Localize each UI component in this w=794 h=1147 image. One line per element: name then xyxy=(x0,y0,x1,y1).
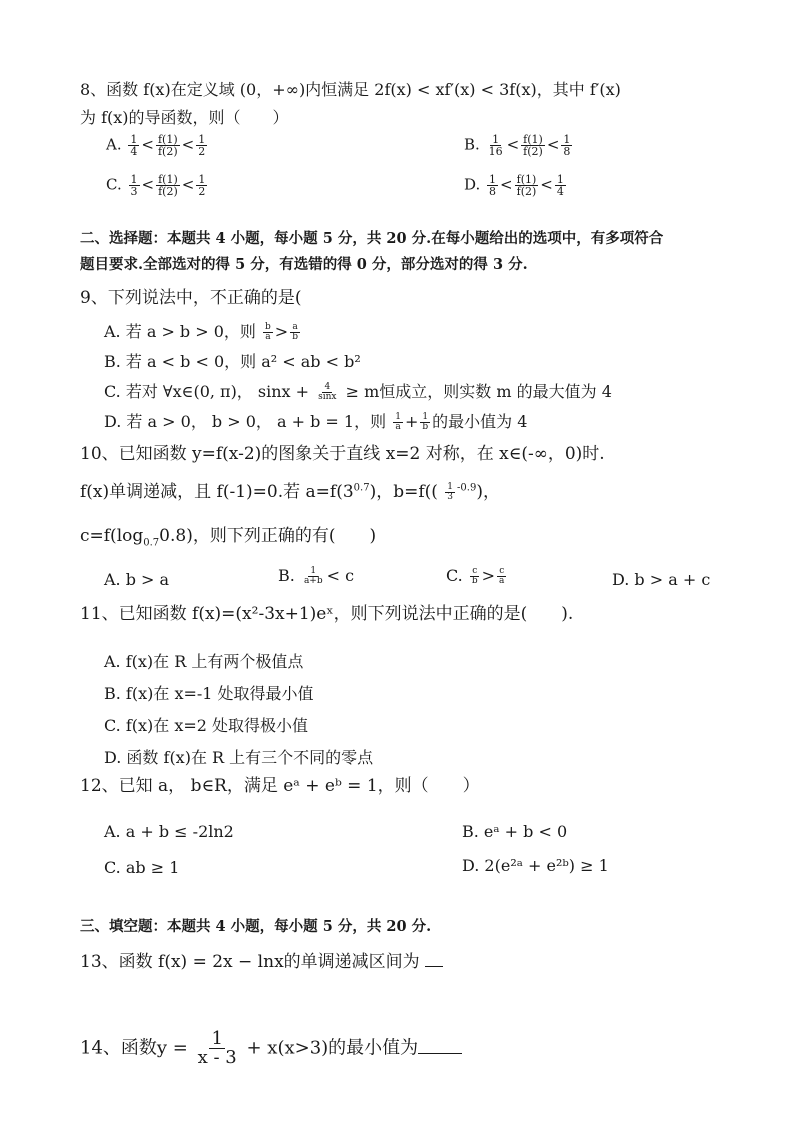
fraction: $\frac{c}{b}$ xyxy=(471,566,478,586)
fraction: $\frac{a}{b}$ xyxy=(292,322,298,342)
section2-heading-line2: 题目要求.全部选对的得 5 分，有选错的得 0 分，部分选对的得 3 分. xyxy=(80,256,528,273)
fraction: $\frac{1}{b}$ xyxy=(422,412,429,432)
q8-option-b: B. $\frac{1}{16}$ < $\frac{f(1)}{f(2)}$ < $\frac{1}{8}$ xyxy=(464,133,571,158)
fraction: $\frac{c}{a}$ xyxy=(499,566,505,586)
q12-option-c: C. ab ≥ 1 xyxy=(104,858,180,877)
q8-option-d: D. $\frac{1}{8}$ < $\frac{f(1)}{f(2)}$ < $\frac{1}{4}$ xyxy=(464,173,564,198)
q12-option-d: D. 2(e²ᵃ + e²ᵇ) ≥ 1 xyxy=(462,856,609,875)
fraction: $\frac{1}{a+b}$ xyxy=(303,566,323,586)
q11-option-c: C. f(x)在 x=2 处取得极小值 xyxy=(104,716,309,735)
q9-option-a: A. 若 a > b > 0，则 $\frac{b}{a}$ > $\frac{a}{b}$ xyxy=(104,322,298,342)
answer-blank[interactable] xyxy=(418,1039,462,1054)
fraction: $\frac{1}{8}$ xyxy=(489,173,497,198)
q10-option-a: A. b > a xyxy=(104,570,170,589)
fraction: $\frac{1}{2}$ xyxy=(198,133,206,158)
q10-line3: $c=f(\log_{0.7}0.8)$，则下列正确的有( ) xyxy=(80,526,377,549)
fraction: $\frac{1}{2}$ xyxy=(198,173,206,198)
q12-option-b: B. eᵃ + b < 0 xyxy=(462,822,568,841)
fraction: $\frac{b}{a}$ xyxy=(265,322,271,342)
q11-stem: 11、已知函数 f(x)=(x²-3x+1)eˣ，则下列说法中正确的是( ). xyxy=(80,604,574,624)
fraction: $\frac{1}{x - 3}$ xyxy=(197,1028,237,1068)
fraction: $\frac{f(1)}{f(2)}$ xyxy=(516,173,537,198)
fraction: $\frac{1}{8}$ xyxy=(563,133,571,158)
section3-heading: 三、填空题：本题共 4 小题，每小题 5 分，共 20 分. xyxy=(80,918,432,935)
fraction: $\frac{1}{3}$ xyxy=(447,482,454,502)
option-label: C. xyxy=(106,175,122,194)
q8-line2: 为 f(x)的导函数，则（ ） xyxy=(80,108,289,127)
q12-option-a: A. a + b ≤ -2ln2 xyxy=(104,822,234,841)
q10-option-d: D. b > a + c xyxy=(612,570,711,589)
q9-option-c: C. 若对 ∀x∈(0, π)， sinx + $\frac{4}{\sin x}$ ≥ m恒成立，则实数 m 的最大值为 4 xyxy=(104,382,612,402)
fraction: $\frac{f(1)}{f(2)}$ xyxy=(523,133,543,158)
q10-option-b: B. $\frac{1}{a+b}$ < c xyxy=(278,566,355,586)
q10-line2: f(x)单调递减，且 f(-1)=0.若 $a=f(3^{0.7})$，b=f(( $\frac{1}{3}$ $^{-0.9}$)， xyxy=(80,482,500,502)
option-label: B. xyxy=(464,135,480,154)
fraction: $\frac{1}{3}$ xyxy=(130,173,138,198)
q9-stem: 9、下列说法中，不正确的是( xyxy=(80,288,302,308)
q11-option-b: B. f(x)在 x=-1 处取得最小值 xyxy=(104,684,314,703)
q8-line1: 8、函数 f(x)在定义域 (0，+∞)内恒满足 2f(x) < xf′(x) < 3f(x)，其中 f′(x) xyxy=(80,80,621,99)
fraction: $\frac{1}{4}$ xyxy=(130,133,138,158)
q10-option-c: C. $\frac{c}{b}$ > $\frac{c}{a}$ xyxy=(446,566,505,586)
answer-blank[interactable] xyxy=(425,952,443,967)
fraction: $\frac{f(1)}{f(2)}$ xyxy=(157,133,178,158)
option-label: D. xyxy=(464,175,481,194)
q11-option-d: D. 函数 f(x)在 R 上有三个不同的零点 xyxy=(104,748,374,767)
q9-option-b: B. 若 a < b < 0，则 a² < ab < b² xyxy=(104,352,361,371)
q11-option-a: A. f(x)在 R 上有两个极值点 xyxy=(104,652,304,671)
q13-text: 13、函数 f(x) = 2x − lnx的单调递减区间为 xyxy=(80,952,443,972)
fraction: $\frac{f(1)}{f(2)}$ xyxy=(158,173,178,198)
q9-option-d: D. 若 a > 0， b > 0， a + b = 1，则 $\frac{1}{a}$ + $\frac{1}{b}$ 的最小值为 4 xyxy=(104,412,528,432)
q10-line1: 10、已知函数 y=f(x-2)的图象关于直线 x=2 对称，在 x∈(-∞，0)时. xyxy=(80,444,605,464)
fraction: $\frac{1}{a}$ xyxy=(395,412,401,432)
option-label: A. xyxy=(106,135,122,154)
fraction: $\frac{1}{4}$ xyxy=(556,173,564,198)
section2-heading-line1: 二、选择题：本题共 4 小题，每小题 5 分，共 20 分.在每小题给出的选项中，有多项符合 xyxy=(80,230,664,247)
q14-text: 14、函数y = $\frac{1}{x - 3}$ + x(x>3)的最小值为 xyxy=(80,1030,462,1067)
fraction: $\frac{1}{16}$ xyxy=(488,133,503,158)
q8-option-a: A. $\frac{1}{4}$ < $\frac{f(1)}{f(2)}$ < $\frac{1}{2}$ xyxy=(106,133,206,158)
q12-stem: 12、已知 a， b∈R，满足 eᵃ + eᵇ = 1，则（ ） xyxy=(80,776,480,796)
q8-option-c: C. $\frac{1}{3}$ < $\frac{f(1)}{f(2)}$ < $\frac{1}{2}$ xyxy=(106,173,206,198)
fraction: $\frac{4}{\sin x}$ xyxy=(318,382,337,402)
